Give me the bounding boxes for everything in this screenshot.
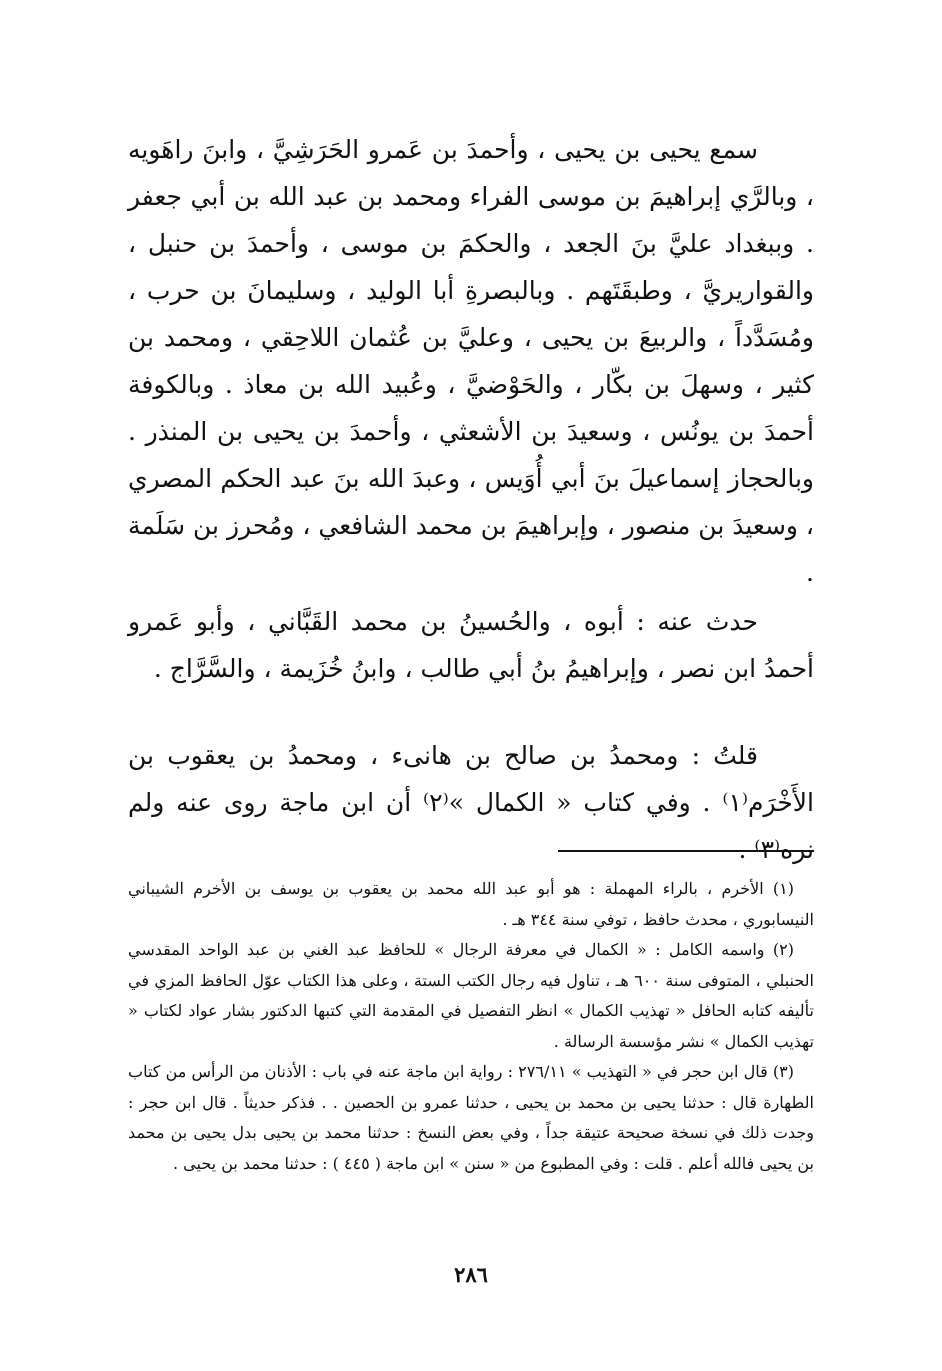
body-paragraph-author-note: قلتُ : ومحمدُ بن صالح بن هانىء ، ومحمدُ بن يعقوب بن الأَخْرَم⁽١⁾ . وفي كتاب « الكمال »⁽٢⁾ أن ابن ماجة روى عنه ولم نره⁽٣⁾ . — [128, 741, 814, 864]
footnotes-section — [128, 874, 814, 1179]
footnote-2: (٢) واسمه الكامل : « الكمال في معرفة الرجال » للحافظ عبد الغني بن عبد الواحد المقدسي الحنبلي ، المتوفى سنة ٦٠٠ هـ ، تناول فيه رجال الكتب الستة ، وعلى هذا الكتاب عوّل الحافظ المزي في تأليفه كتابه الحافل « تهذيب الكمال » انظر التفصيل في المقدمة التي كتبها الدكتور بشار عواد لكتاب « تهذيب الكمال » نشر مؤسسة الرسالة . — [128, 940, 815, 1051]
page-number: ٢٨٦ — [454, 1262, 488, 1287]
footnote-3: (٣) قال ابن حجر في « التهذيب » ٢٧٦/١١ : رواية ابن ماجة عنه في باب : الأذنان من الرأس من كتاب الطهارة قال : حدثنا يحيى بن محمد بن يحيى ، حدثنا عمرو بن الحصين . . فذكر حديثاً . قال ابن حجر : وجدت ذلك في نسخة صحيحة عتيقة جداً ، وفي بعض النسخ : حدثنا محمد بن يحيى بدل يحيى بن محمد بن يحيى فالله أعلم . قلت : وفي المطبوع من « سنن » ابن ماجة ( ٤٤٥ ) : حدثنا محمد بن يحيى . — [128, 1062, 814, 1173]
footnote-1: (١) الأخرم ، بالراء المهملة : هو أبو عبد الله محمد بن يعقوب بن يوسف بن الأخرم الشيباني النيسابوري ، محدث حافظ ، توفي سنة ٣٤٤ هـ . — [128, 879, 814, 929]
footnote-divider — [558, 850, 814, 852]
body-paragraph-teachers: سمع يحيى بن يحيى ، وأحمدَ بن عَمرو الحَرَشِيَّ ، وابنَ راهَويه ، وبالرَّي إبراهيمَ بن موسى الفراء ومحمد بن عبد الله بن أبي جعفر . وببغداد عليَّ بنَ الجعد ، والحكمَ بن موسى ، وأحمدَ بن حنبل ، والقواريريَّ ، وطبقَتَهم . وبالبصرةِ أبا الوليد ، وسليمانَ بن حرب ، ومُسَدَّداً ، والربيعَ بن يحيى ، وعليَّ بن عُثمان اللاحِقي ، ومحمد بن كثير ، وسهلَ بن بكّار ، والحَوْضيَّ ، وعُبيد الله بن معاذ . وبالكوفة أحمدَ بن يونُس ، وسعيدَ بن الأشعثي ، وأحمدَ بن يحيى بن المنذر . وبالحجاز إسماعيلَ بنَ أبي أُوَيس ، وعبدَ الله بنَ عبد الحكم المصري ، وسعيدَ بن منصور ، وإبراهيمَ بن محمد الشافعي ، ومُحرز بن سَلَمة . — [128, 135, 814, 587]
body-paragraph-students: حدث عنه : أبوه ، والحُسينُ بن محمد القَبَّاني ، وأبو عَمرو أحمدُ ابن نصر ، وإبراهيمُ بنُ أبي طالب ، وابنُ خُزَيمة ، والسَّرَّاج . — [128, 607, 814, 683]
